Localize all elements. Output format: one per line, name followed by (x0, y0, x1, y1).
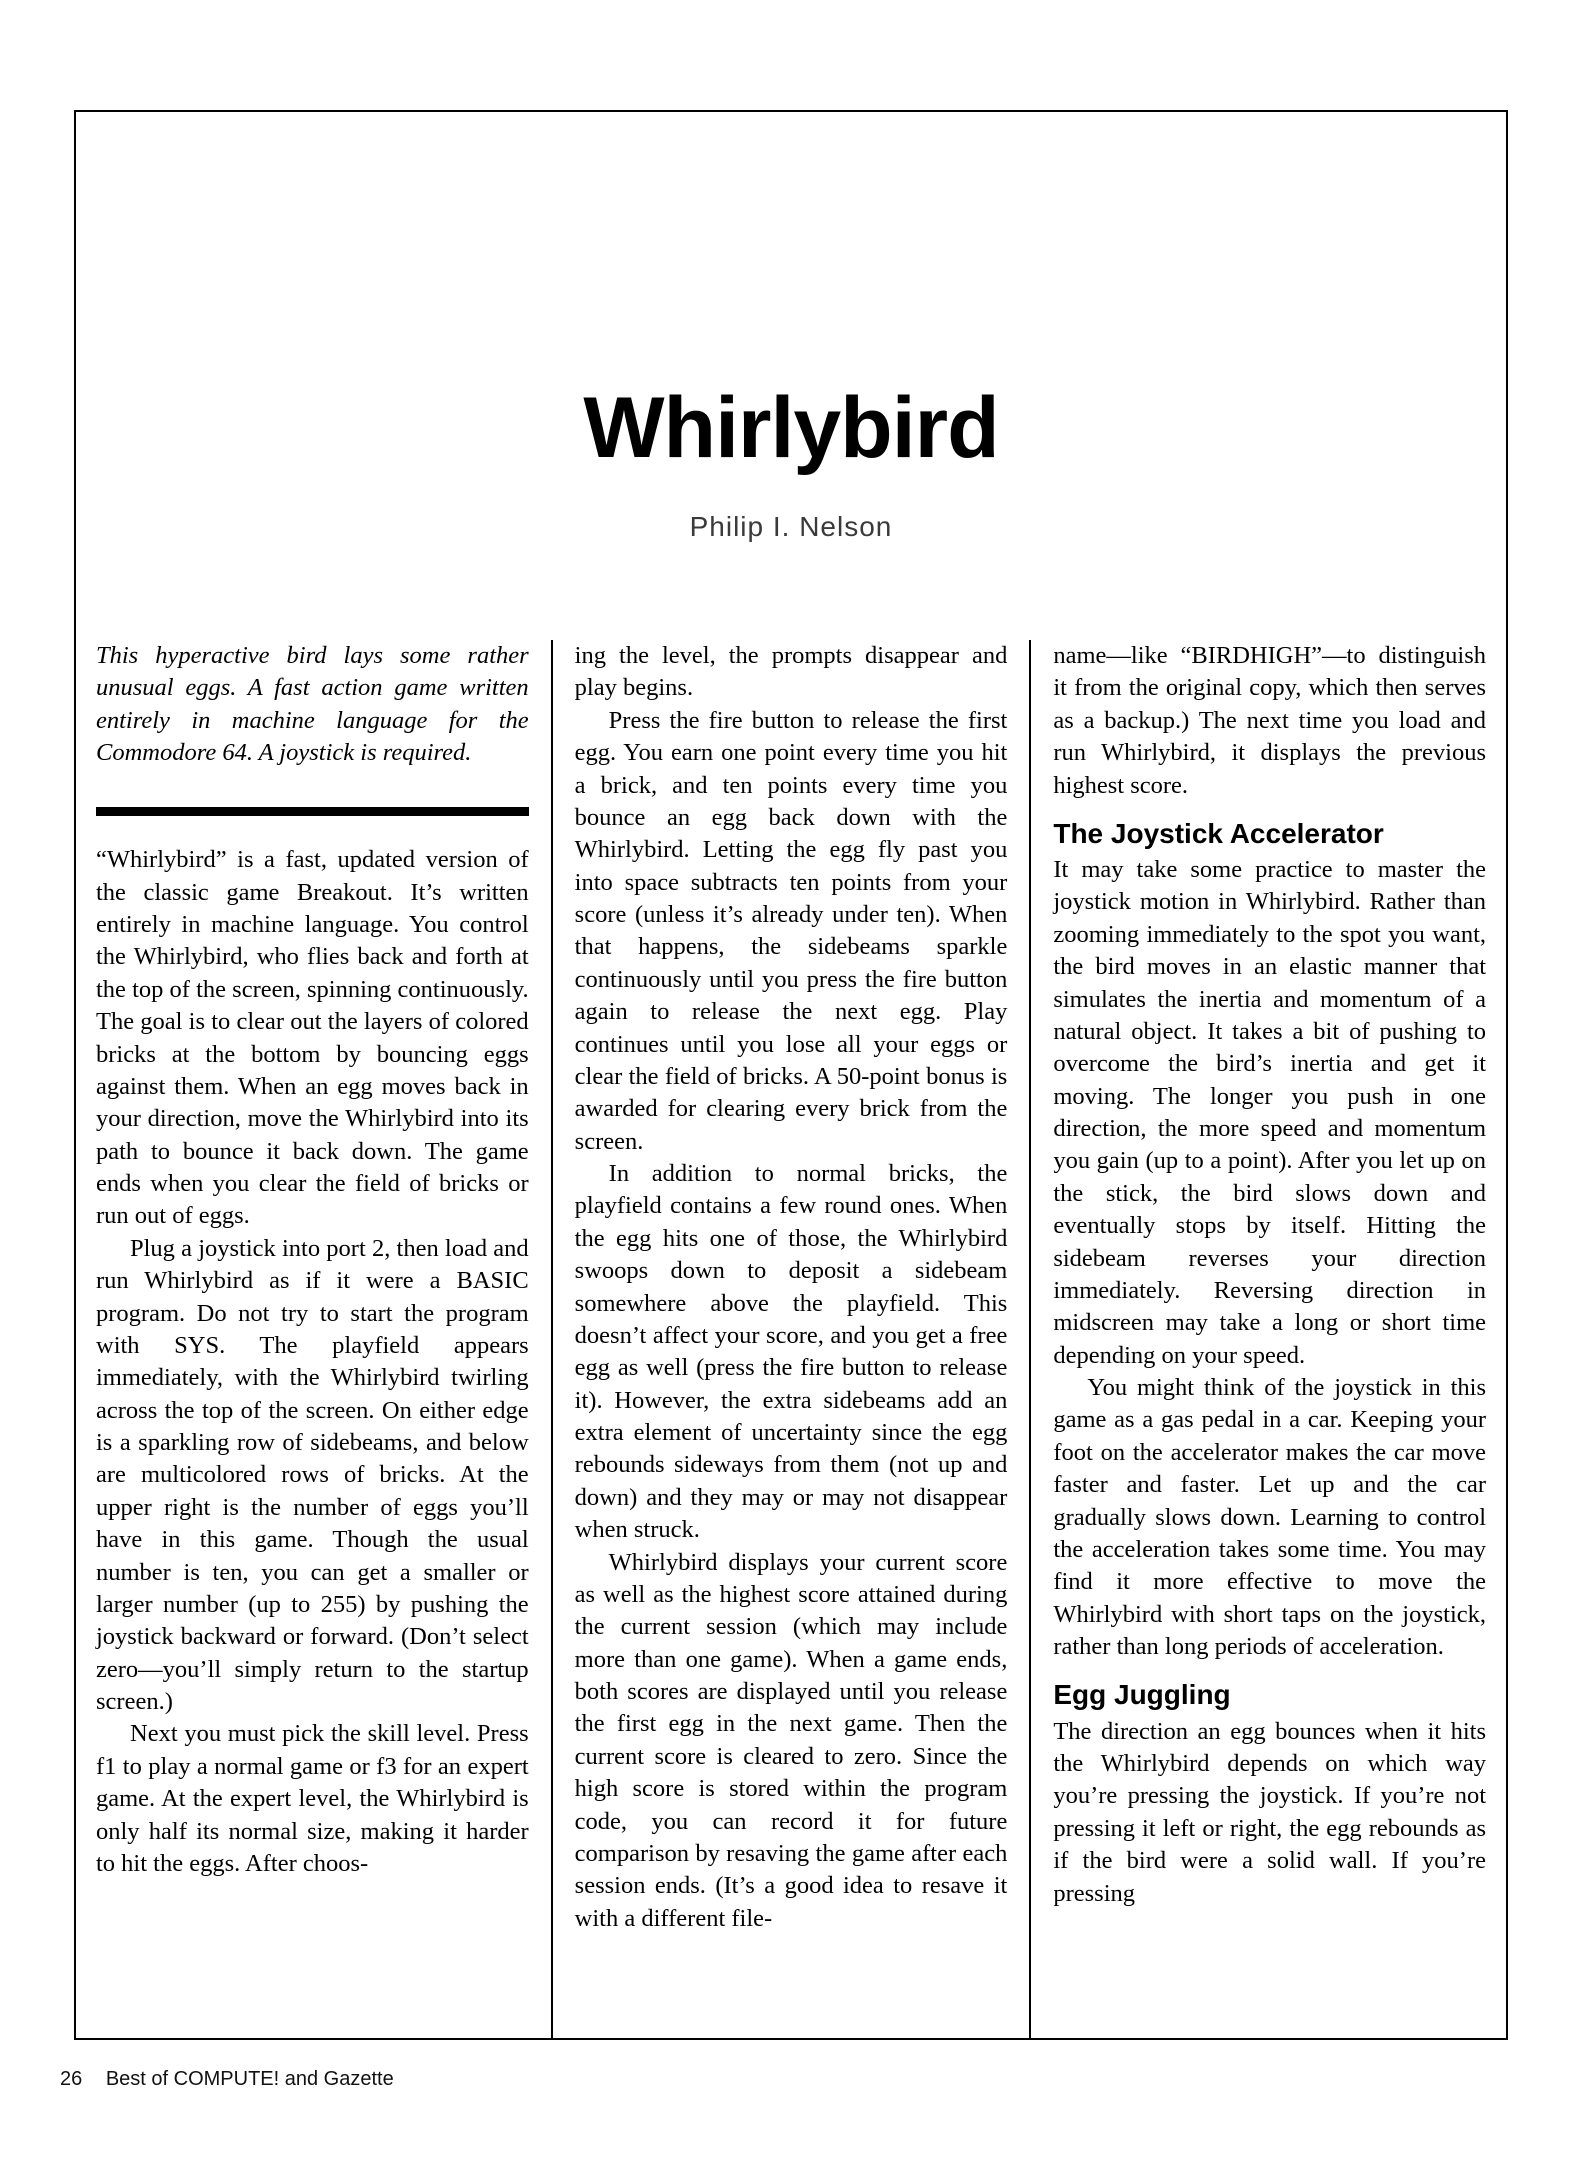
footer-page-number: 26 (60, 2068, 83, 2090)
column-left (96, 640, 529, 2040)
paragraph: Next you must pick the skill level. Press f1 to play a normal game or f3 for an expert game. At the expert level, the Whirlybird is only half its normal size, making it harder to hit the eggs. After choos- (96, 1720, 529, 1877)
paragraph: In addition to normal bricks, the playfield contains a few round ones. When the egg hits one of those, the Whirlybird swoops down to deposit a sidebeam somewhere above the playfield. This doesn’t affect your score, and you get a free egg as well (press the fire button to release it). However, the extra sidebeams add an extra element of uncertainty since the egg rebounds sideways from them (not up and down) and they may or may not disappear when struck. (574, 1160, 1008, 1544)
column-right (1029, 640, 1486, 2040)
paragraph: Whirlybird displays your current score as well as the highest score attained during the current session (which may include more than one game). When a game ends, both scores are displayed until you release the first egg in the next game. Then the current score is cleared to zero. Since the high score is stored within the program code, you can record it for future comparison by resaving the game after each session ends. (It’s a good idea to resave it with a different file- (574, 1548, 1008, 1932)
paragraph: You might think of the joystick in this game as a gas pedal in a car. Keeping your foot on the accelerator makes the car move faster and faster. Let up and the car gradually slows down. Learning to control the acceleration takes some time. You may find it more effective to move the Whirlybird with short taps on the joystick, rather than long periods of acceleration. (1053, 1374, 1487, 1661)
paragraph: Plug a joystick into port 2, then load and run Whirlybird as if it were a BASIC program. Do not try to start the program with SYS. The playfield appears immediately, with the Whirlybird twirling across the top of the screen. On either edge is a sparkling row of sidebeams, and below are multicolored rows of bricks. At the upper right is the number of eggs you’ll have in this game. Though the usual number is ten, you can get a smaller or larger number (up to 255) by pushing the joystick backward or forward. (Don’t select zero—you’ll simply return to the startup screen.) (96, 1234, 529, 1716)
paragraph: The direction an egg bounces when it hits the Whirlybird depends on which way you’re pressing the joystick. If you’re not pressing it left or right, the egg rebounds as if the bird were a solid wall. If you’re pressing (1053, 1717, 1487, 1907)
section-divider-rule (96, 807, 529, 816)
section-heading-joystick-accelerator: The Joystick Accelerator (1053, 817, 1384, 849)
article-body (96, 640, 1486, 2040)
article-deck (96, 640, 529, 769)
paragraph: ing the level, the prompts disappear and play begins. (574, 642, 1008, 702)
paragraph: It may take some practice to master the joystick motion in Whirlybird. Rather than zooming immediately to the spot you want, the bird moves in an elastic manner that simulates the inertia and momentum of a natural object. It takes a bit of pushing to overcome the bird’s inertia and get it moving. The longer you push in one direction, the more speed and momentum you gain (up to a point). After you let up on the stick, the bird slows down and eventually stops by itself. Hitting the sidebeam reverses your direction immediately. Reversing direction in midscreen may take a long or short time depending on your speed. (1053, 856, 1487, 1369)
paragraph: name—like “BIRDHIGH”—to distinguish it from the original copy, which then serves as a backup.) The next time you load and run Whirlybird, it displays the previous highest score. (1053, 642, 1487, 799)
page-footer (60, 2068, 394, 2091)
paragraph: Press the fire button to release the first egg. You earn one point every time you hit a brick, and ten points every time you bounce an egg back down with the Whirlybird. Letting the egg fly past you into space subtracts ten points from your score (unless it’s already under ten). When that happens, the sidebeams sparkle continuously until you press the fire button again to release the next egg. Play continues until you lose all your eggs or clear the field of bricks. A 50-point bonus is awarded for clearing every brick from the screen. (574, 706, 1008, 1155)
footer-book-title: Best of COMPUTE! and Gazette (105, 2068, 394, 2090)
page-title: Whirlybird (583, 380, 999, 476)
deck-text: This hyperactive bird lays some rather unusual eggs. A fast action game written entirely in machine language for the Commodore 64. A joystick is required. (96, 642, 529, 766)
section-heading-egg-juggling: Egg Juggling (1053, 1679, 1231, 1711)
author-byline: Philip I. Nelson (689, 511, 893, 542)
column-middle (551, 640, 1008, 2040)
paragraph: “Whirlybird” is a fast, updated version of the classic game Breakout. It’s written entirely in machine language. You control the Whirlybird, who flies back and forth at the top of the screen, spinning continuously. The goal is to clear out the layers of colored bricks at the bottom by bouncing eggs against them. When an egg moves back in your direction, move the Whirlybird into its path to bounce it back down. The game ends when you clear the field of bricks or run out of eggs. (96, 846, 529, 1230)
